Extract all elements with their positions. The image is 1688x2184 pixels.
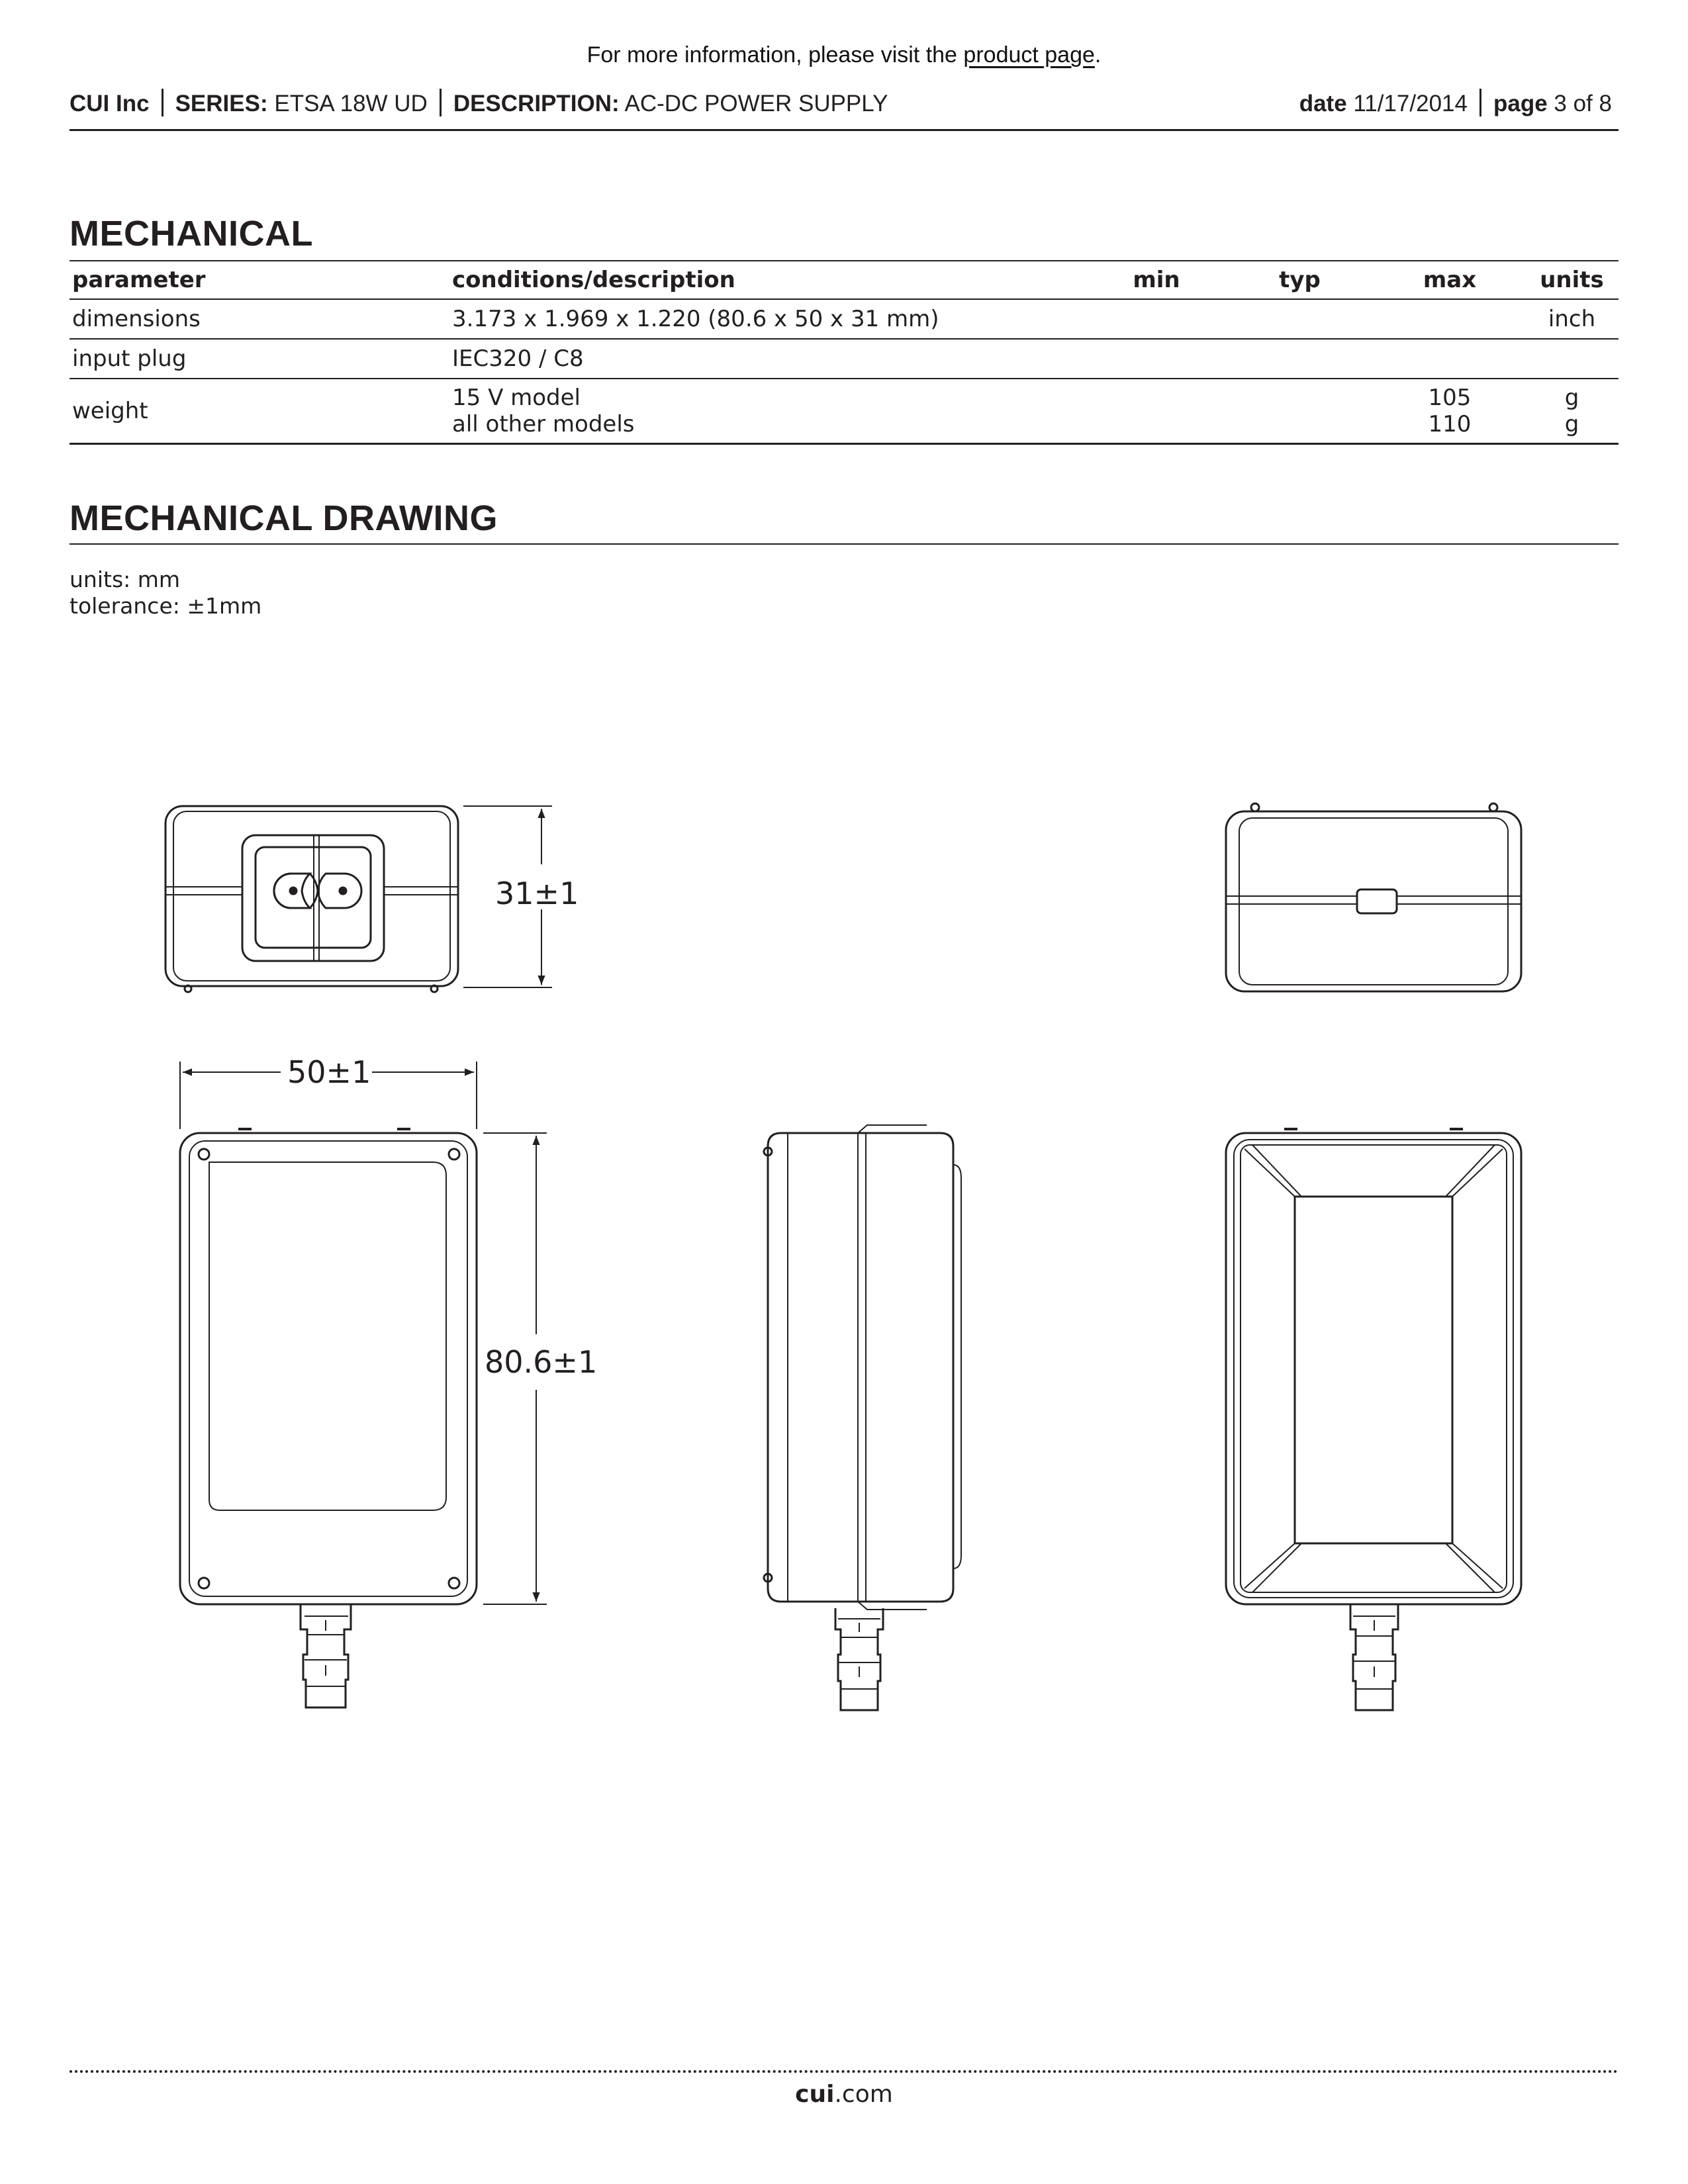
top-note-prefix: For more information, please visit the bbox=[586, 42, 964, 68]
footer-rule bbox=[70, 2070, 1618, 2073]
column-header: units bbox=[1523, 261, 1618, 299]
units-line: units: mm bbox=[70, 567, 181, 592]
column-header: min bbox=[1088, 261, 1223, 299]
column-header: typ bbox=[1223, 261, 1374, 299]
param-cell: dimensions bbox=[70, 299, 449, 339]
dim-length-label: 80.6±1 bbox=[485, 1344, 598, 1380]
column-header: conditions/description bbox=[449, 261, 1088, 299]
units-cell: inch bbox=[1523, 299, 1618, 339]
series-label: SERIES: bbox=[175, 91, 268, 116]
condition-line: all other models bbox=[452, 411, 635, 437]
dim-height-label: 31±1 bbox=[495, 876, 579, 911]
series-value: ETSA 18W UD bbox=[274, 91, 428, 116]
footer bbox=[0, 2081, 1688, 2108]
max-value: 105 bbox=[1428, 385, 1472, 411]
conditions-cell: 3.173 x 1.969 x 1.220 (80.6 x 50 x 31 mm) bbox=[449, 299, 1088, 339]
conditions-cell: IEC320 / C8 bbox=[449, 339, 1088, 379]
footer-domain: .com bbox=[834, 2081, 893, 2108]
mechanical-drawing-title: MECHANICAL DRAWING bbox=[70, 498, 498, 538]
max-value: 110 bbox=[1428, 411, 1472, 437]
mechanical-title: MECHANICAL bbox=[70, 214, 313, 253]
column-header: max bbox=[1374, 261, 1523, 299]
unit-value: g bbox=[1564, 411, 1579, 437]
param-cell: input plug bbox=[70, 339, 449, 379]
description-value: AC-DC POWER SUPPLY bbox=[624, 91, 888, 116]
condition-line: 15 V model bbox=[452, 385, 581, 411]
top-note-suffix: . bbox=[1094, 42, 1102, 68]
date-value: 11/17/2014 bbox=[1353, 91, 1468, 116]
dim-width-label: 50±1 bbox=[287, 1054, 371, 1090]
description-label: DESCRIPTION: bbox=[453, 91, 620, 116]
page-label: page bbox=[1493, 91, 1548, 116]
param-cell: weight bbox=[70, 379, 449, 444]
side-view bbox=[764, 1125, 961, 1710]
top-view bbox=[180, 1129, 477, 1707]
date-label: date bbox=[1299, 91, 1347, 116]
page-value: 3 of 8 bbox=[1554, 91, 1612, 116]
footer-brand: cui bbox=[795, 2081, 835, 2108]
product-page-link[interactable]: product page bbox=[963, 42, 1095, 68]
rear-view bbox=[1226, 803, 1521, 991]
unit-value: g bbox=[1564, 385, 1579, 411]
tolerance-line: tolerance: ±1mm bbox=[70, 593, 262, 619]
front-view bbox=[165, 806, 458, 992]
column-header: parameter bbox=[70, 261, 449, 299]
bottom-view bbox=[1226, 1129, 1521, 1710]
company-name: CUI Inc bbox=[70, 91, 150, 116]
